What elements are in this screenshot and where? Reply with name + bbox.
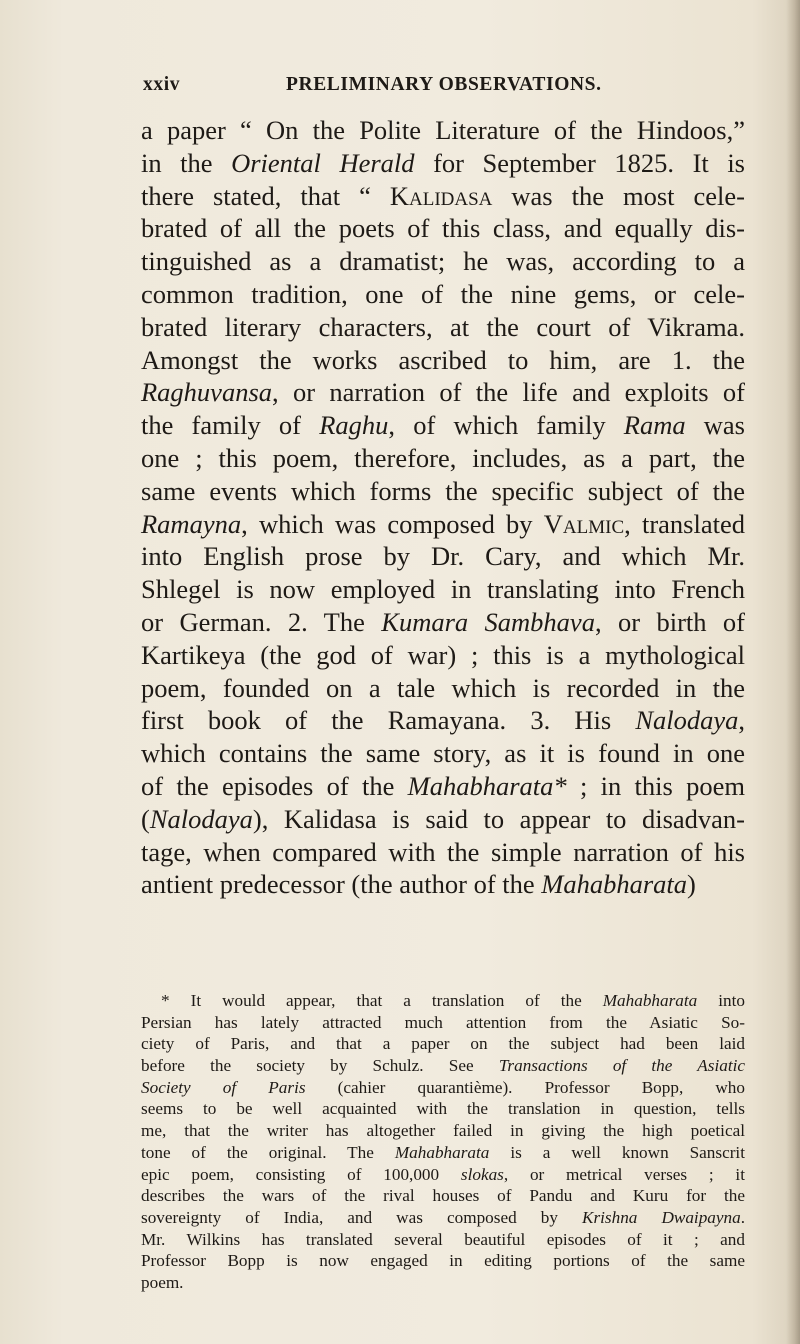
text-run: there stated, that “ [141,180,390,211]
text-line [141,606,745,639]
footnote-line [141,1077,745,1099]
footnote-line [141,1120,745,1142]
text-line [141,409,745,442]
footnote-line [141,1272,745,1294]
italic-text: Oriental Herald [231,147,415,178]
italic-text: Society of Paris [141,1077,306,1097]
footnote-line [141,1055,745,1077]
italic-text: Raghu [319,410,389,441]
text-run: was [685,410,745,441]
text-run: (cahier quarantième). Professor Bopp, who [305,1077,745,1097]
footnote [141,990,745,1294]
text-run: of the episodes of the [141,770,408,801]
text-run: into [697,991,745,1010]
text-line [141,311,745,344]
text-run: , [738,705,745,736]
text-line [141,114,745,147]
italic-text: Mahabharata [394,1142,490,1162]
text-line [141,540,745,573]
text-run: , which was composed by [241,508,544,539]
italic-text: Ramayna [141,508,242,539]
footnote-line [141,1033,745,1055]
text-line [141,376,745,409]
text-run: , or narration of the life and exploits of [272,377,745,408]
text-run: common tradition, one of the nine gems, or cele- [141,278,745,309]
text-run: sovereignty of India, and was composed by [141,1207,582,1227]
text-run: describes the wars of the rival houses of Pandu and Kuru for the [141,1186,745,1206]
small-caps-text: Valmic [543,508,625,539]
text-run: ; in this poem [566,770,745,801]
text-line [141,573,745,606]
text-run: first book of the Ramayana. 3. His [141,705,636,736]
text-run: ciety of Paris, and that a paper on the subject had been laid [141,1034,745,1054]
text-run: * It would appear, that a translation of the [161,991,603,1010]
text-run: was the most cele- [492,180,745,211]
text-line [141,344,745,377]
text-line [141,147,745,180]
footnote-line [141,1207,745,1229]
footnote-line [141,1164,745,1186]
running-head [143,74,703,102]
text-run: epic poem, consisting of 100,000 [141,1164,461,1184]
italic-text: Krishna Dwaipayna [581,1207,741,1227]
text-line [141,803,745,836]
text-line [141,475,745,508]
text-line [141,770,745,803]
text-run: tone of the original. The [141,1142,395,1162]
text-run: ) [687,869,696,900]
text-line [141,442,745,475]
text-run: brated of all the poets of this class, and equally dis- [141,213,745,244]
italic-text: Mahabharata [602,991,698,1010]
text-run: same events which forms the specific subject of the [141,475,745,506]
footnote-line [141,1012,745,1034]
running-title: PRELIMINARY OBSERVATIONS. [286,74,602,95]
text-run: seems to be well acquainted with the translation in question, tells [141,1099,745,1119]
text-line [141,672,745,705]
text-run: is a well known Sanscrit [489,1142,745,1162]
text-run: a paper “ On the Polite Literature of the Hindoos,” [141,115,745,145]
footnote-line [141,1142,745,1164]
page-edge-shadow [786,0,800,1344]
text-run: for September 1825. It is [414,147,745,178]
text-line [141,245,745,278]
text-run: poem, founded on a tale which is recorded in the [141,672,745,703]
text-run: Persian has lately attracted much attention from the Asiatic So- [141,1012,745,1032]
text-run: tinguished as a dramatist; he was, according to a [141,246,745,277]
text-line [141,180,745,213]
italic-text: Kumara Sambhava [381,606,595,637]
text-run: Shlegel is now employed in translating into French [141,574,745,605]
text-run: tage, when compared with the simple narration of his [141,836,745,867]
text-line [141,508,745,541]
italic-text: Mahabharata [541,869,688,900]
text-line [141,704,745,737]
text-run: , of which family [388,410,624,441]
text-line [141,639,745,672]
text-run: , or birth of [594,606,745,637]
italic-text: Rama [623,410,686,441]
text-run: , translated [624,508,745,539]
text-run: antient predecessor (the author of the [141,869,542,900]
text-run: before the society by Schulz. See [141,1056,499,1076]
footnote-line [141,990,745,1012]
italic-text: Transactions of the Asiatic [498,1056,746,1076]
footnote-line [141,1229,745,1251]
page-number: xxiv [143,74,181,95]
text-run: ), Kalidasa is said to appear to disadvan- [252,803,745,834]
text-run: poem. [141,1272,184,1292]
italic-text: slokas [460,1164,504,1184]
text-run: Mr. Wilkins has translated several beautiful episodes of it ; and [141,1229,745,1249]
footnote-line [141,1185,745,1207]
italic-text: Nalodaya [149,803,253,834]
text-run: the family of [141,410,320,441]
text-line [141,836,745,869]
text-line [141,868,745,901]
main-text [141,114,745,901]
text-run: Professor Bopp is now engaged in editing portions of the same [141,1251,745,1271]
text-line [141,212,745,245]
italic-text: Mahabharata* [407,770,567,801]
footnote-line [141,1098,745,1120]
text-line [141,737,745,770]
text-run: which contains the same story, as it is found in one [141,738,745,769]
text-run: me, that the writer has altogether failed in giving the high poetical [141,1121,745,1141]
text-run: brated literary characters, at the court of Vikrama. [141,311,745,342]
footnote-line [141,1250,745,1272]
text-run: ( [141,803,150,834]
italic-text: Raghuvansa [141,377,273,408]
text-run: in the [141,147,232,178]
text-run: , or metrical verses ; it [503,1164,745,1184]
text-run: Kartikeya (the god of war) ; this is a mythological [141,639,745,670]
text-run: Amongst the works ascribed to him, are 1. the [141,344,745,375]
italic-text: Nalodaya [635,705,739,736]
text-run: . [740,1207,745,1227]
text-run: one ; this poem, therefore, includes, as a part, the [141,442,745,473]
text-run: or German. 2. The [141,606,382,637]
small-caps-text: Kalidasa [389,180,493,211]
text-run: into English prose by Dr. Cary, and which Mr. [141,541,745,572]
text-line [141,278,745,311]
